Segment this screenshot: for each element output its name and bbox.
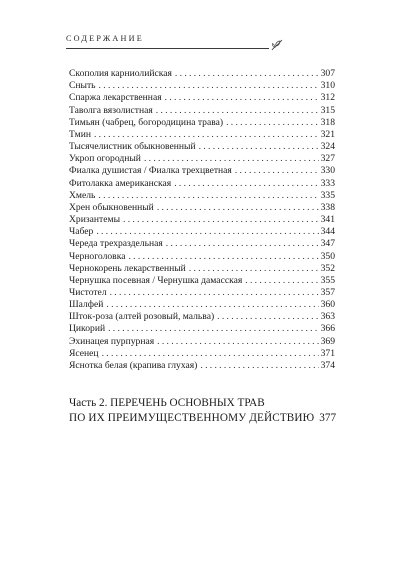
part-title-line1: Часть 2. ПЕРЕЧЕНЬ ОСНОВНЫХ ТРАВ xyxy=(69,397,265,409)
toc-entry[interactable] xyxy=(69,68,335,80)
dot-leader xyxy=(235,165,319,177)
toc-entry-title: Скополия карниолийская xyxy=(69,68,172,80)
toc-entry[interactable] xyxy=(69,214,335,226)
toc-entry[interactable] xyxy=(69,80,335,92)
dot-leader xyxy=(144,153,319,165)
dot-leader xyxy=(200,360,318,372)
toc-entry[interactable] xyxy=(69,299,335,311)
toc-entry[interactable] xyxy=(69,360,335,372)
toc-entry-page: 335 xyxy=(320,189,335,201)
toc-entry-title: Укроп огородный xyxy=(69,153,141,165)
toc-entry-page: 327 xyxy=(320,153,335,165)
toc-entry[interactable] xyxy=(69,311,335,323)
dot-leader xyxy=(128,251,318,263)
toc-entry-page: 363 xyxy=(320,311,335,323)
toc-entry[interactable] xyxy=(69,263,335,275)
dot-leader xyxy=(166,238,319,250)
toc-entry-page: 330 xyxy=(320,165,335,177)
toc-entry-page: 350 xyxy=(320,250,335,262)
dot-leader xyxy=(99,80,319,92)
toc-entry-page: 366 xyxy=(320,323,335,335)
toc-entry-page: 369 xyxy=(320,335,335,347)
toc-entry-title: Чернокорень лекарственный xyxy=(69,262,186,274)
toc-entry-title: Таволга вязолистная xyxy=(69,104,153,116)
toc-entry-page: 333 xyxy=(320,177,335,189)
toc-entry-page: 357 xyxy=(320,286,335,298)
dot-leader xyxy=(217,311,318,323)
part-title-row xyxy=(69,411,335,426)
toc-entry-title: Эхинацея пурпурная xyxy=(69,335,155,347)
dot-leader xyxy=(156,105,319,117)
toc-entry[interactable] xyxy=(69,323,335,335)
toc-entry-page: 321 xyxy=(320,128,335,140)
toc-entry[interactable] xyxy=(69,335,335,347)
toc-entry-title: Хмель xyxy=(69,189,96,201)
toc-entry[interactable] xyxy=(69,165,335,177)
leaf-icon xyxy=(270,38,284,52)
toc-entry-page: 324 xyxy=(320,141,335,153)
toc-part-heading[interactable] xyxy=(69,396,335,425)
dot-leader xyxy=(174,178,318,190)
toc-entry-title: Тмин xyxy=(69,128,91,140)
toc-entry-page: 344 xyxy=(320,226,335,238)
toc-entry-title: Тысячелистник обыкновенный xyxy=(69,141,196,153)
dot-leader xyxy=(189,263,319,275)
toc-entry-page: 371 xyxy=(320,347,335,359)
toc-entry-title: Хрен обыкновенный xyxy=(69,201,154,213)
toc-entry-page: 352 xyxy=(320,262,335,274)
toc-entry[interactable] xyxy=(69,275,335,287)
toc-entry-title: Сныть xyxy=(69,80,96,92)
toc-entry[interactable] xyxy=(69,348,335,360)
dot-leader xyxy=(157,336,318,348)
toc-entry-page: 341 xyxy=(320,214,335,226)
toc-entry-page: 307 xyxy=(320,68,335,80)
toc-entry[interactable] xyxy=(69,117,335,129)
toc-entry-page: 374 xyxy=(320,359,335,371)
toc-entry-title: Фитолакка американская xyxy=(69,177,172,189)
dot-leader xyxy=(94,129,319,141)
dot-leader xyxy=(199,141,319,153)
toc-entry-title: Чернушка посевная / Чернушка дамасская xyxy=(69,274,243,286)
toc-entry[interactable] xyxy=(69,238,335,250)
toc-entry[interactable] xyxy=(69,177,335,189)
toc-entry-page: 310 xyxy=(320,80,335,92)
dot-leader xyxy=(123,214,319,226)
toc-entry-title: Чабер xyxy=(69,226,94,238)
dot-leader xyxy=(165,92,319,104)
dot-leader xyxy=(96,226,318,238)
toc-entry-title: Яснотка белая (крапива глухая) xyxy=(69,359,198,371)
toc-entry-page: 360 xyxy=(320,299,335,311)
toc-entry-title: Черноголовка xyxy=(69,250,126,262)
part-title-line2: ПО ИХ ПРЕИМУЩЕСТВЕННОМУ ДЕЙСТВИЮ xyxy=(69,411,315,424)
toc-entry[interactable] xyxy=(69,104,335,116)
toc-entry[interactable] xyxy=(69,129,335,141)
toc-entry-page: 355 xyxy=(320,274,335,286)
toc-entry[interactable] xyxy=(69,141,335,153)
toc-entry-page: 318 xyxy=(320,116,335,128)
toc-entry-title: Чистотел xyxy=(69,286,107,298)
toc-entry-title: Шток-роза (алтей розовый, мальва) xyxy=(69,311,215,323)
toc-entry-title: Спаржа лекарственная xyxy=(69,92,162,104)
toc-entry-title: Цикорий xyxy=(69,323,106,335)
toc-entry-title: Тимьян (чабрец, богородицина трава) xyxy=(69,116,224,128)
toc-entry-title: Ясенец xyxy=(69,347,99,359)
dot-leader xyxy=(245,275,318,287)
toc-list xyxy=(69,68,335,372)
running-head: СОДЕРЖАНИЕ xyxy=(66,34,144,43)
toc-entry-page: 338 xyxy=(320,201,335,213)
dot-leader xyxy=(98,190,318,202)
dot-leader xyxy=(108,323,319,335)
toc-entry[interactable] xyxy=(69,226,335,238)
header-rule xyxy=(66,48,269,49)
dot-leader xyxy=(102,348,319,360)
dot-leader xyxy=(110,287,319,299)
toc-entry-title: Череда трехраздельная xyxy=(69,238,163,250)
toc-entry-title: Фиалка душистая / Фиалка трехцветная xyxy=(69,165,232,177)
toc-entry-page: 347 xyxy=(320,238,335,250)
toc-entry[interactable] xyxy=(69,250,335,262)
dot-leader xyxy=(157,202,319,214)
toc-entry[interactable] xyxy=(69,202,335,214)
dot-leader xyxy=(226,117,319,129)
dot-leader xyxy=(106,299,318,311)
toc-entry-page: 312 xyxy=(320,92,335,104)
part-page: 377 xyxy=(319,411,337,424)
toc-entry-page: 315 xyxy=(320,104,335,116)
toc-entry-title: Хризантемы xyxy=(69,214,121,226)
toc-entry[interactable] xyxy=(69,153,335,165)
toc-entry[interactable] xyxy=(69,190,335,202)
toc-entry[interactable] xyxy=(69,92,335,104)
dot-leader xyxy=(175,68,319,80)
toc-entry[interactable] xyxy=(69,287,335,299)
toc-entry-title: Шалфей xyxy=(69,299,104,311)
